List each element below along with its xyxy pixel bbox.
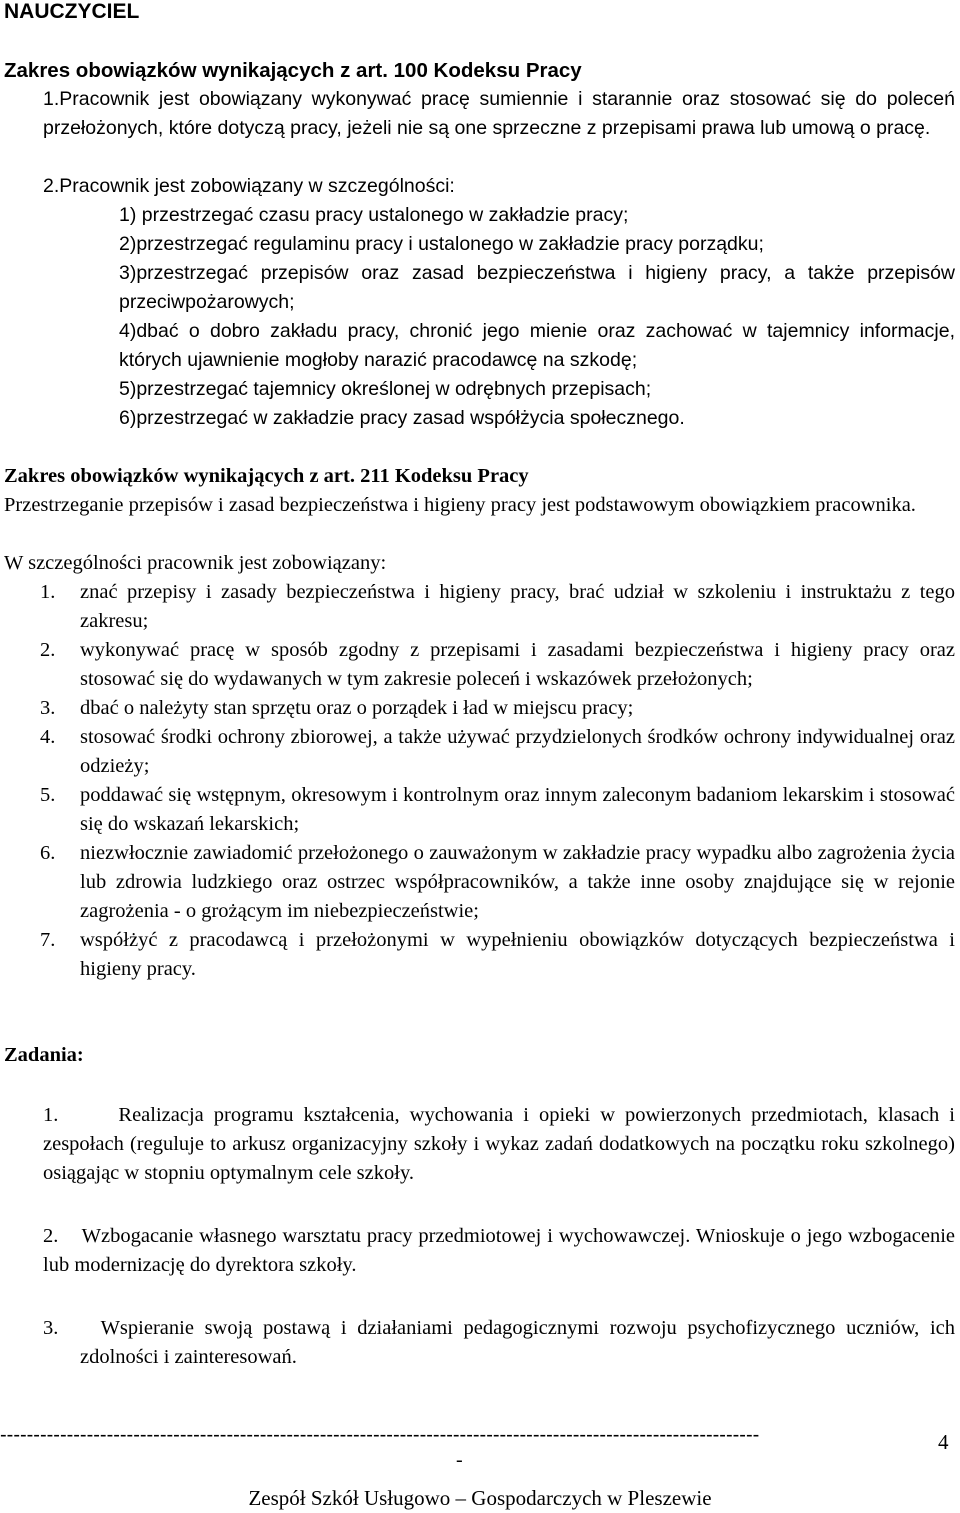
list-item-number: 2. (40, 639, 56, 661)
art100-point1: 1.Pracownik jest obowiązany wykonywać pracę sumiennie i starannie oraz stosować się do poleceń przełożonych, które dotyczą pracy, jeżeli nie są one sprzeczne z przepisami prawa lub umową o pracę. (43, 88, 955, 139)
list-item-text: znać przepisy i zasady bezpieczeństwa i higieny pracy, brać udział w szkoleniu i instruktażu z tego zakresu; (80, 581, 955, 632)
art100-subitem: 5)przestrzegać tajemnicy określonej w odrębnych przepisach; (119, 378, 652, 400)
list-item (4, 578, 955, 636)
tasks-list-2 (43, 1222, 960, 1280)
list-item (4, 694, 955, 723)
art100-subitem: 1) przestrzegać czasu pracy ustalonego w zakładzie pracy; (119, 204, 629, 226)
art100-subitem: 2)przestrzegać regulaminu pracy i ustalonego w zakładzie pracy porządku; (119, 233, 764, 255)
list-item-text: dbać o należyty stan sprzętu oraz o porządek i ład w miejscu pracy; (80, 697, 634, 719)
footer-dash: - (456, 1449, 463, 1471)
art100-subitem: 3)przestrzegać przepisów oraz zasad bezpieczeństwa i higieny pracy, a także przepisów przeciwpożarowych; (119, 262, 955, 313)
list-item (4, 839, 955, 926)
list-item-text: wykonywać pracę w sposób zgodny z przepisami i zasadami bezpieczeństwa i higieny pracy oraz stosować się do wydawanych w tym zakresie poleceń i wskazówek przełożonych; (80, 639, 955, 690)
list-item (4, 723, 955, 781)
tasks-list-3 (43, 1314, 960, 1372)
tasks-list (43, 1101, 960, 1188)
list-item (4, 781, 955, 839)
task-item: 2. Wzbogacanie własnego warsztatu pracy przedmiotowej i wychowawczej. Wnioskuje o jego wzbogacenie lub modernizację do dyrektora szkoły. (43, 1225, 960, 1276)
art100-subitem: 4)dbać o dobro zakładu pracy, chronić jego mienie oraz zachować w tajemnicy informacje, których ujawnienie mogłoby narazić pracodawcę na szkodę; (119, 320, 955, 371)
list-item-text: poddawać się wstępnym, okresowym i kontrolnym oraz innym zaleconym badaniom lekarskim i stosować się do wskazań lekarskich; (80, 784, 955, 835)
art100-heading: Zakres obowiązków wynikających z art. 100 Kodeksu Pracy (4, 59, 582, 82)
footer-divider: ------------------------------------------------------------------------------------------------------------------ (0, 1424, 760, 1446)
list-item-number: 3. (40, 697, 56, 719)
task-item: 3. Wspieranie swoją postawą i działaniami pedagogicznymi rozwoju psychofizycznego uczniów, ich zdolności i zainteresowań. (43, 1317, 960, 1368)
art100-subitem: 6)przestrzegać w zakładzie pracy zasad współżycia społecznego. (119, 407, 685, 429)
list-item (4, 926, 955, 984)
footer-school-name: Zespół Szkół Usługowo – Gospodarczych w Pleszewie (248, 1486, 712, 1510)
task-item: 1. Realizacja programu kształcenia, wychowania i opieki w powierzonych przedmiotach, klasach i zespołach (reguluje to arkusz organizacyjny szkoły i wykaz zadań dodatkowych na początku roku szkolnego) osiągając w stopniu optymalnym cele szkoły. (43, 1104, 960, 1184)
art211-lead: W szczególności pracownik jest zobowiązany: (4, 552, 387, 574)
tasks-heading: Zadania: (4, 1044, 84, 1066)
art100-subitems (43, 201, 955, 433)
list-item-number: 7. (40, 929, 56, 951)
art211-heading: Zakres obowiązków wynikających z art. 211 Kodeksu Pracy (4, 465, 529, 487)
art211-list (4, 578, 955, 984)
list-item-text: współżyć z pracodawcą i przełożonymi w wypełnieniu obowiązków dotyczących bezpieczeństwa i higieny pracy. (80, 929, 955, 980)
list-item-number: 1. (40, 581, 56, 603)
list-item-number: 6. (40, 842, 56, 864)
list-item (4, 636, 955, 694)
art211-intro: Przestrzeganie przepisów i zasad bezpieczeństwa i higieny pracy jest podstawowym obowiązkiem pracownika. (4, 494, 916, 516)
art100-section (4, 56, 954, 85)
list-item-text: niezwłocznie zawiadomić przełożonego o zauważonym w zakładzie pracy wypadku albo zagrożenia życia lub zdrowia ludzkiego oraz ostrzec współpracowników, a także inne osoby znajdujące się w rejonie zagrożenia - o grożącym im niebezpieczeństwie; (80, 842, 955, 922)
page-number: 4 (938, 1430, 949, 1454)
list-item-number: 4. (40, 726, 56, 748)
list-item-text: stosować środki ochrony zbiorowej, a także używać przydzielonych środków ochrony indywidualnej oraz odzieży; (80, 726, 955, 777)
list-item-number: 5. (40, 784, 56, 806)
document-title: NAUCZYCIEL (4, 0, 140, 23)
art100-point2-intro: 2.Pracownik jest zobowiązany w szczególności: (43, 175, 455, 197)
